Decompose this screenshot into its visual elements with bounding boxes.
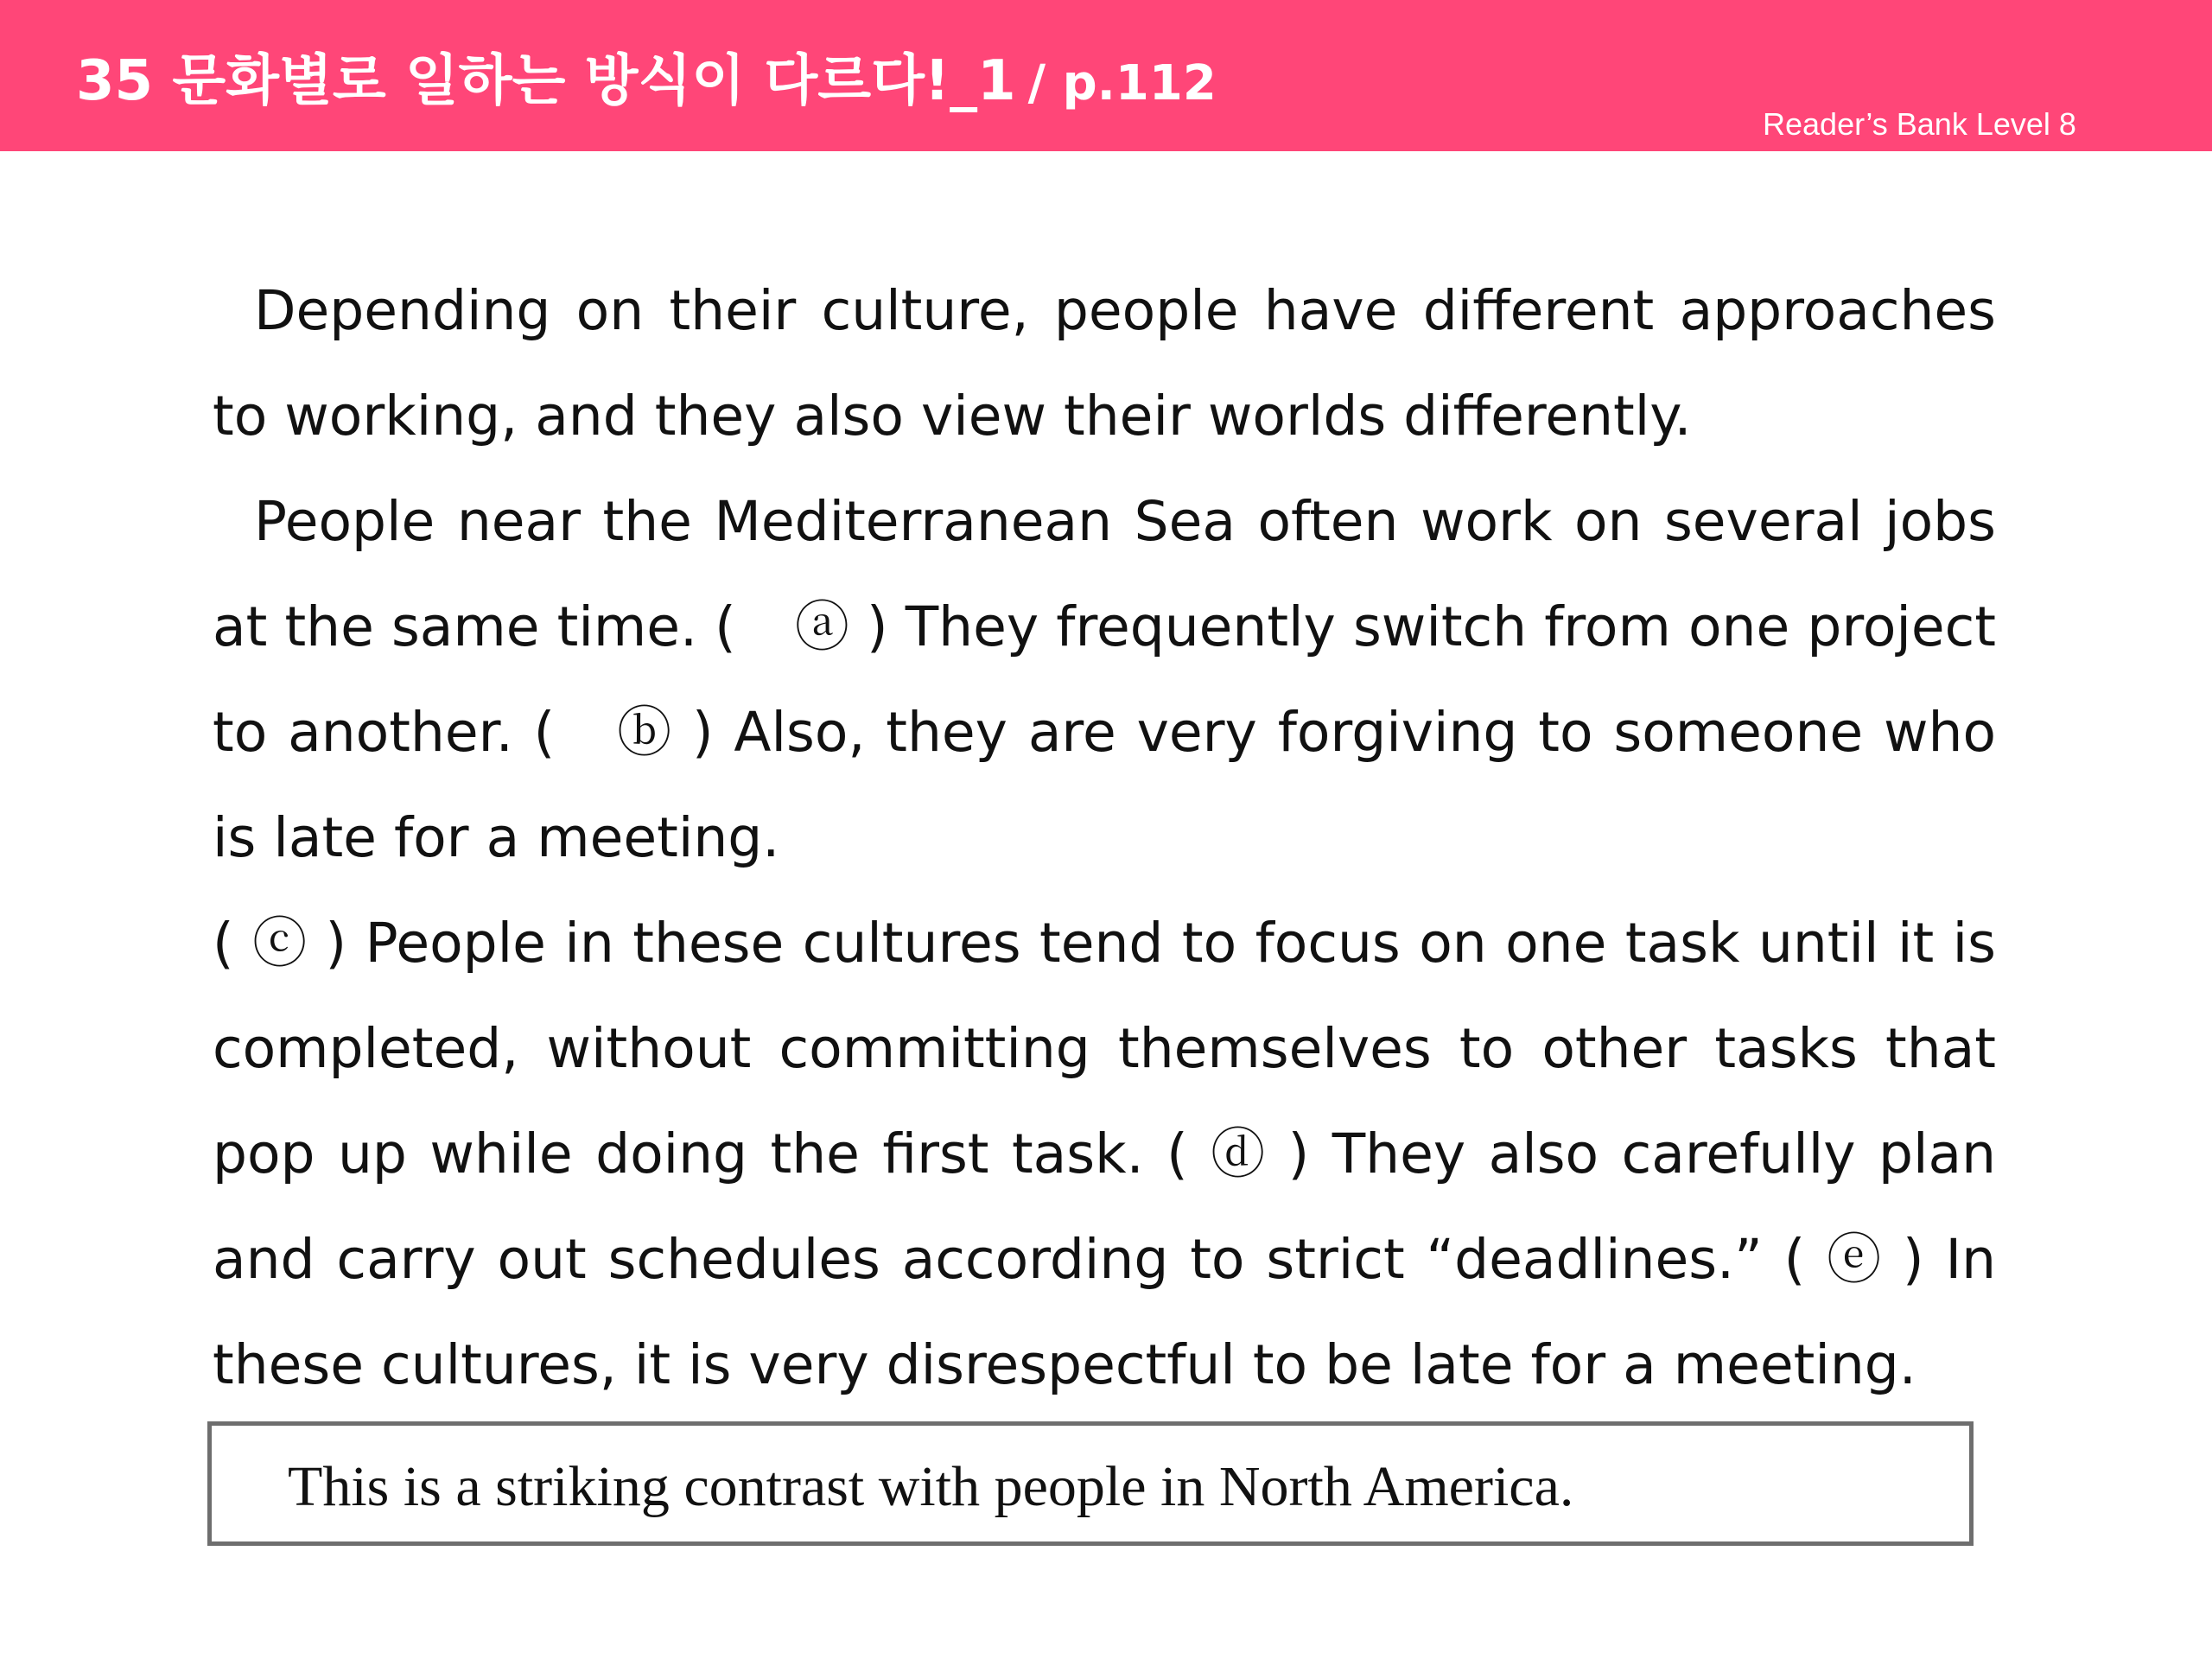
blank-marker-c: ⓒ <box>252 912 308 975</box>
blank-marker-e: ⓔ <box>1827 1228 1882 1291</box>
passage-paragraph-1: Depending on their culture, people have different approaches to working, and they also view their worlds differently. <box>213 279 2014 448</box>
paragraph-3-text-1: ( <box>213 912 253 975</box>
blank-marker-b: ⓑ <box>617 701 672 764</box>
lesson-title-text: 35 문화별로 일하는 방식이 다르다!_1 <box>76 49 1016 113</box>
paragraph-3-text-3: ) They also carefully plan and carry out schedules according to strict “deadlines.” ( <box>213 1122 2014 1291</box>
insert-sentence-box <box>207 1421 1974 1546</box>
paragraph-3-text-4: ) In these cultures, it is very disrespectful to be late for a meeting. <box>213 1228 2014 1396</box>
paragraph-3-text-2: ) People in these cultures tend to focus on one task until it is completed, without committing themselves to other tasks that pop up while doing the first task. ( <box>213 912 2014 1185</box>
passage <box>213 258 2014 1418</box>
passage-paragraph-3 <box>213 891 2014 1418</box>
insert-sentence: This is a striking contrast with people in North America. <box>288 1455 1574 1518</box>
book-brand: Reader’s Bank Level 8 <box>1763 106 2076 142</box>
blank-marker-a: ⓐ <box>794 595 849 658</box>
passage-paragraph-2 <box>213 469 2014 891</box>
paragraph-2-text-3: ) Also, they are very forgiving to someone who is late for a meeting. <box>213 701 2014 869</box>
lesson-title <box>76 49 1217 113</box>
header-bar <box>0 0 2212 151</box>
page-reference: / p.112 <box>1027 55 1217 111</box>
paragraph-2-text-1: People near the Mediterranean Sea often work on several jobs at the same time. ( <box>213 490 2014 658</box>
blank-marker-d: ⓓ <box>1211 1122 1266 1185</box>
paragraph-2-text-2: ) They frequently switch from one project to another. ( <box>213 595 2014 764</box>
